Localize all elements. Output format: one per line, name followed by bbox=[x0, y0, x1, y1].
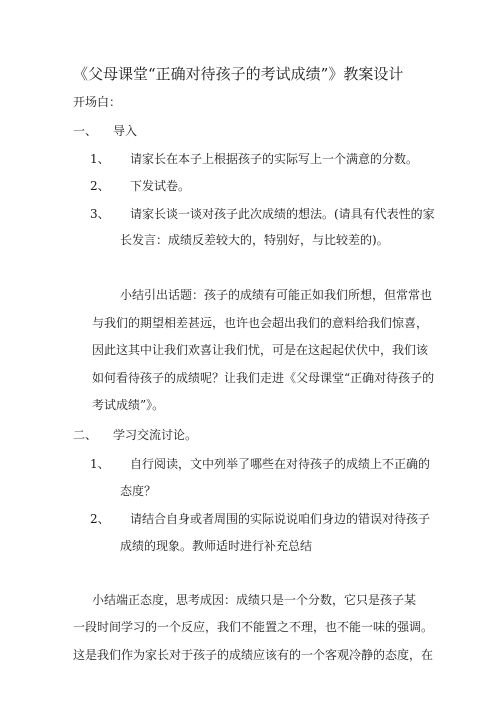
section-number: 二、 bbox=[73, 428, 98, 442]
summary-paragraph-line: 因此这其中让我们欢喜让我们忧，可是在这起起伏伏中，我们该 bbox=[92, 343, 429, 357]
document-title: 《父母课堂“正确对待孩子的考试成绩”》教案设计 bbox=[73, 65, 404, 83]
section-number: 一、 bbox=[73, 124, 98, 138]
summary-paragraph-line: 一段时间学习的一个反应，我们不能置之不理，也不能一味的强调。 bbox=[73, 620, 434, 634]
summary-paragraph-line: 小结端正态度，思考成因：成绩只是一个分数，它只是孩子某 bbox=[92, 593, 417, 607]
list-item-number: 3、 bbox=[90, 207, 110, 221]
list-item-text-continued: 态度？ bbox=[120, 484, 157, 498]
list-item-number: 1、 bbox=[90, 152, 110, 166]
summary-paragraph-line: 与我们的期望相差甚远，也许也会超出我们的意料给我们惊喜， bbox=[92, 316, 429, 330]
list-item-text: 下发试卷。 bbox=[130, 179, 191, 193]
list-item-text: 请家长在本子上根据孩子的实际写上一个满意的分数。 bbox=[130, 152, 419, 166]
section-heading: 学习交流讨论。 bbox=[113, 428, 198, 442]
list-item-number: 1、 bbox=[90, 457, 110, 471]
list-item-number: 2、 bbox=[90, 179, 110, 193]
section-heading: 导入 bbox=[113, 124, 138, 138]
list-item-number: 2、 bbox=[90, 512, 110, 526]
list-item-text-continued: 成绩的现象。教师适时进行补充总结 bbox=[120, 539, 313, 553]
summary-paragraph-line: 这是我们作为家长对于孩子的成绩应该有的一个客观冷静的态度，在 bbox=[73, 648, 434, 662]
list-item-text: 自行阅读，文中列举了哪些在对待孩子的成绩上不正确的 bbox=[130, 457, 431, 471]
opening-label: 开场白： bbox=[73, 95, 122, 109]
summary-paragraph-line: 小结引出话题：孩子的成绩有可能正如我们所想，但常常也 bbox=[120, 288, 433, 302]
list-item-text: 请家长谈一谈对孩子此次成绩的想法。(请具有代表性的家 bbox=[130, 207, 435, 221]
list-item-text: 请结合自身或者周围的实际说说咱们身边的错误对待孩子 bbox=[130, 512, 431, 526]
summary-paragraph-line: 如何看待孩子的成绩呢？让我们走进《父母课堂“正确对待孩子的 bbox=[92, 371, 435, 385]
summary-paragraph-line: 考试成绩”》。 bbox=[92, 398, 165, 412]
list-item-text-continued: 长发言：成绩反差较大的，特别好，与比较差的)。 bbox=[120, 233, 389, 247]
